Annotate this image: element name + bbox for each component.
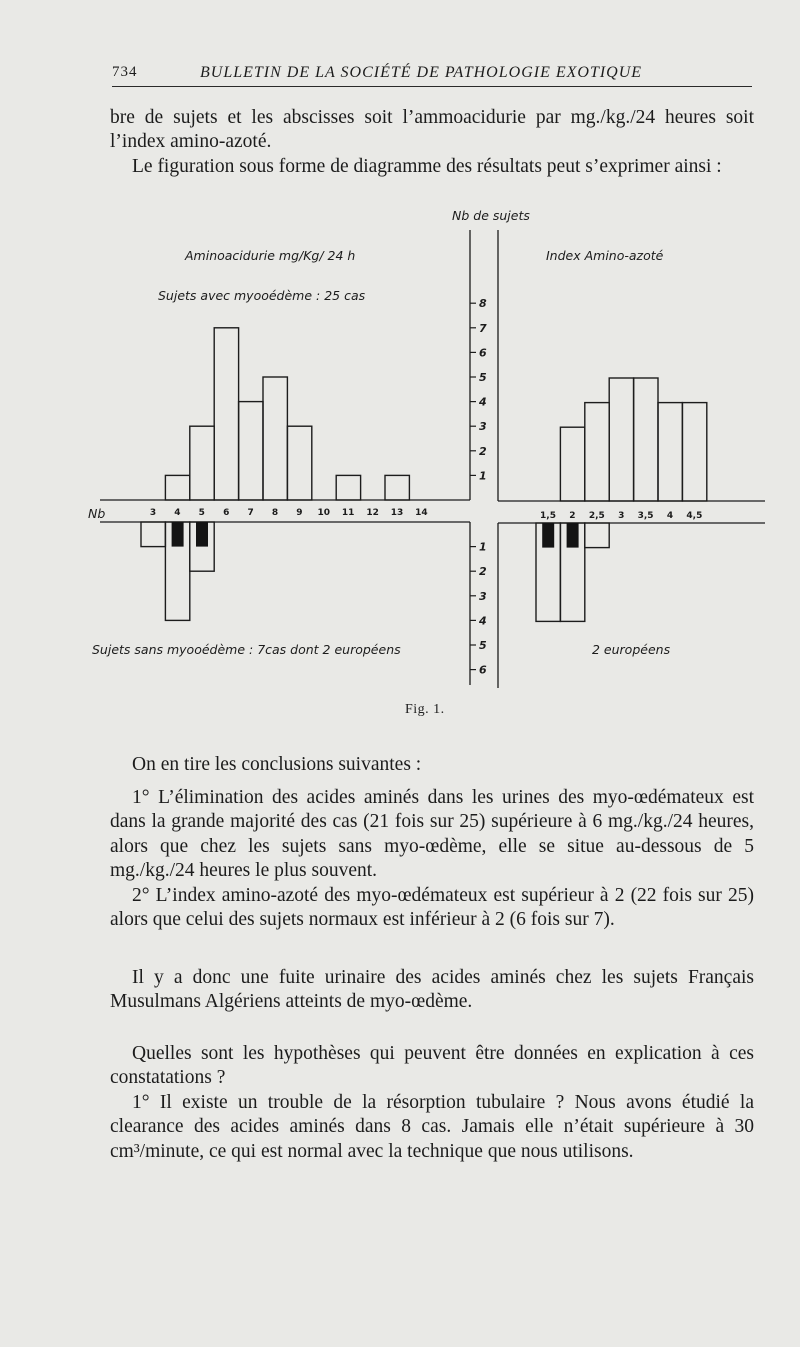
question-text: Quelles sont les hypothèses qui peuvent être données en explication à ces constatations ? bbox=[110, 1043, 754, 1089]
upper-tick-label: 8 bbox=[479, 297, 487, 311]
lower-tick-label: 4 bbox=[479, 614, 487, 628]
left-top-group-label: Sujets avec myooédème : 25 cas bbox=[158, 288, 366, 303]
upper-tick-label: 6 bbox=[479, 346, 487, 360]
question-paragraph bbox=[110, 1042, 754, 1091]
left-bottom-group-label: Sujets sans myooédème : 7cas dont 2 européens bbox=[92, 642, 401, 657]
histogram-bar bbox=[585, 523, 609, 548]
upper-tick-label: 3 bbox=[479, 420, 487, 434]
x-category-label: 2 bbox=[569, 511, 576, 521]
histogram-bar bbox=[682, 403, 706, 501]
summary-paragraph bbox=[110, 966, 754, 1015]
european-subject-bar bbox=[196, 522, 208, 547]
x-category-label: 2,5 bbox=[588, 511, 605, 521]
x-category-label: 5 bbox=[198, 508, 205, 518]
right-bottom-group-label: 2 européens bbox=[592, 642, 671, 657]
axis-title: Nb de sujets bbox=[452, 208, 530, 223]
point-3-text: 1° Il existe un trouble de la résorption tubulaire ? Nous avons étudié la clearance des acides aminés dans 8 cas. Jamais elle n’était supérieure à 30 cm³/minute, ce qui est normal avec la technique que nous utilisons. bbox=[110, 1092, 754, 1162]
european-subject-bar bbox=[172, 522, 184, 547]
summary-text: Il y a donc une fuite urinaire des acides aminés chez les sujets Français Musulmans Algériens atteints de myo-œdème. bbox=[110, 967, 754, 1013]
european-subject-bar bbox=[567, 523, 579, 548]
point-3-paragraph bbox=[110, 1091, 754, 1164]
x-category-label: 6 bbox=[223, 508, 230, 518]
histogram-bar bbox=[214, 328, 238, 500]
lower-tick-label: 2 bbox=[479, 565, 487, 579]
upper-tick-label: 2 bbox=[479, 444, 487, 458]
intro-paragraph-2 bbox=[110, 155, 754, 179]
histogram-bar bbox=[385, 475, 409, 500]
x-category-label: 8 bbox=[271, 508, 279, 518]
running-header bbox=[112, 62, 752, 87]
lower-tick-label: 6 bbox=[479, 663, 487, 677]
journal-title: BULLETIN DE LA SOCIÉTÉ DE PATHOLOGIE EXOTIQUE bbox=[200, 64, 643, 81]
figure bbox=[80, 200, 780, 700]
nb-label: Nb bbox=[88, 506, 106, 521]
x-category-label: 4,5 bbox=[686, 511, 703, 521]
histogram-bar bbox=[239, 402, 263, 500]
lower-tick-label: 5 bbox=[479, 639, 487, 652]
figure-caption: Fig. 1. bbox=[405, 702, 445, 717]
x-category-label: 11 bbox=[341, 508, 355, 518]
intro-text: bre de sujets et les abscisses soit l’ammoacidurie par mg./kg./24 heures soit l’index amino-azoté. bbox=[110, 107, 754, 153]
european-subject-bar bbox=[542, 523, 554, 548]
x-category-label: 3 bbox=[618, 511, 625, 521]
upper-tick-label: 4 bbox=[479, 395, 487, 409]
x-category-label: 1,5 bbox=[540, 511, 556, 521]
lower-tick-label: 3 bbox=[479, 589, 487, 603]
x-category-label: 14 bbox=[415, 508, 428, 518]
left-title: Aminoacidurie mg/Kg/ 24 h bbox=[185, 248, 356, 263]
histogram-bar bbox=[190, 426, 214, 500]
conclusion-intro bbox=[110, 753, 754, 777]
histogram-bar bbox=[609, 378, 633, 501]
lower-tick-label: 1 bbox=[479, 540, 487, 554]
x-category-label: 9 bbox=[296, 508, 303, 518]
point-1-paragraph bbox=[110, 786, 754, 883]
intro-paragraph bbox=[110, 106, 754, 155]
diagram bbox=[80, 200, 780, 700]
histogram-bar bbox=[336, 475, 360, 500]
upper-tick-label: 7 bbox=[479, 321, 487, 335]
histogram-bar bbox=[287, 426, 311, 500]
intro-text-2: Le figuration sous forme de diagramme des résultats peut s’exprimer ainsi : bbox=[132, 156, 722, 177]
x-category-label: 4 bbox=[666, 511, 674, 521]
x-category-label: 3 bbox=[149, 508, 157, 518]
x-category-label: 3,5 bbox=[637, 511, 654, 521]
x-category-label: 4 bbox=[174, 508, 181, 518]
histogram-bar bbox=[634, 378, 658, 501]
page-number: 734 bbox=[112, 64, 138, 80]
conclusion-intro-text: On en tire les conclusions suivantes : bbox=[132, 754, 422, 775]
x-category-label: 12 bbox=[366, 508, 379, 518]
upper-tick-label: 5 bbox=[479, 371, 487, 384]
x-category-label: 7 bbox=[247, 508, 254, 518]
histogram-bar bbox=[165, 475, 189, 500]
point-1-text: 1° L’élimination des acides aminés dans les urines des myo-œdémateux est dans la grande majorité des cas (21 fois sur 25) supérieure à 6 mg./kg./24 heures, alors que chez les sujets sans myo-œdème, elle se situe au-dessous de 5 mg./kg./24 heures le plus souvent. bbox=[110, 787, 754, 881]
point-2-paragraph bbox=[110, 884, 754, 933]
histogram-bar bbox=[263, 377, 287, 500]
upper-tick-label: 1 bbox=[479, 469, 487, 483]
x-category-label: 10 bbox=[317, 508, 331, 518]
right-title: Index Amino-azoté bbox=[546, 248, 664, 263]
histogram-bar bbox=[658, 403, 682, 501]
histogram-bar bbox=[141, 522, 165, 547]
point-2-text: 2° L’index amino-azoté des myo-œdémateux est supérieur à 2 (22 fois sur 25) alors que celui des sujets normaux est inférieur à 2 (6 fois sur 7). bbox=[110, 885, 754, 931]
x-category-label: 13 bbox=[390, 508, 404, 518]
histogram-bar bbox=[585, 403, 609, 501]
histogram-bar bbox=[560, 427, 584, 501]
